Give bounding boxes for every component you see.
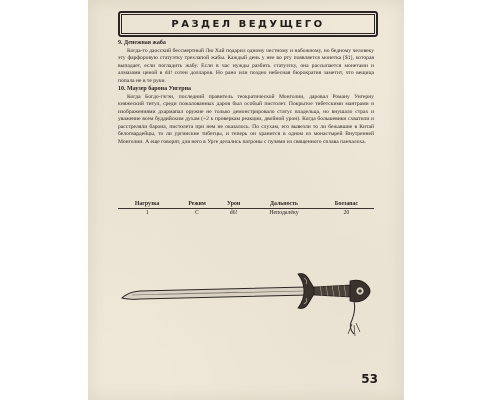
stats-header-row xyxy=(118,200,374,209)
stats-header-damage: Урон xyxy=(218,200,249,209)
header-title: РАЗДЕЛ ВЕДУЩЕГО xyxy=(171,18,325,30)
section-header xyxy=(118,11,378,37)
stats-header-ammo: Боезапас xyxy=(319,200,374,209)
page-body xyxy=(118,40,374,146)
section-10-text: Когда Богдо-гэгэн, последний правитель теократической Монголии, даровал Роману Унгерну княжеский титул, среди пожалованных даров был особый пистолет. Покрытое тибетскими мантрами и изображениями дхармапал оружие не только демонстрировало статус владельца, но внушало страх и уважение всем буддийским духам (+2 к проверкам реакции, двойной урон). Когда большевики схватили и расстреляли барона, пистолета при нем не оказалось. По слухам, его вывезли то ли бежавшие в Китай белогвардейцы, то ли ургинские тибетцы, и теперь он хранится в одном из монастырей Внутренней Монголии. А еще говорят, для него в Урге делались патроны с пулями из священного сплава панчалоха. xyxy=(118,93,374,145)
stats-header-mode: Режим xyxy=(176,200,218,209)
table-row xyxy=(118,209,374,218)
stats-cell-range: Неподалёку xyxy=(269,210,299,216)
weapon-stats-table xyxy=(118,200,374,217)
stats-header-range: Дальность xyxy=(249,200,318,209)
book-page xyxy=(88,0,404,400)
stats-cell-mode: С xyxy=(195,210,200,216)
section-9-text: Когда-то даосский бессмертный Лю Хай подарил одному честному и набожному, но бедному человеку эту фарфоровую статуэтку трехлапой жабы. Каждый день у нее во рту появляется монетка [$1], которая выпадает, если погладить жабу. Если в час нужды разбить статуэтку, она рассыпается монетами и алмазами ценой в d4! сотен долларов. Но рано или поздно небесная бюрократия заметит, что вещица попала не в те руки. xyxy=(118,47,374,84)
stats-cell-damage: d6! xyxy=(229,210,238,216)
stats-cell-load: 1 xyxy=(145,210,149,216)
stats-header-load: Нагрузка xyxy=(118,200,176,209)
page-number: 53 xyxy=(361,372,378,386)
sword-illustration xyxy=(118,268,374,342)
section-10-title: 10. Маузер барона Унгерна xyxy=(118,86,192,92)
section-9-title: 9. Денежная жаба xyxy=(118,40,166,46)
stats-cell-ammo: 20 xyxy=(343,210,350,216)
sword-icon xyxy=(118,268,374,342)
